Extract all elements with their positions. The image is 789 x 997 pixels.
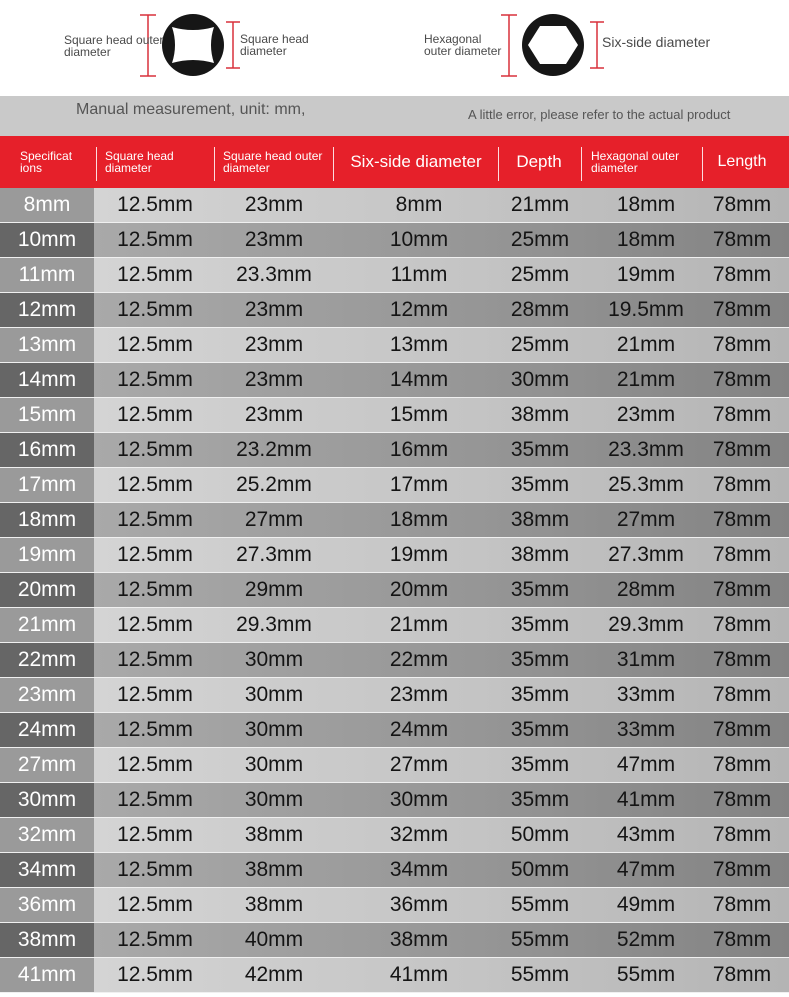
cell-depth: 25mm — [510, 333, 570, 356]
row-values — [94, 258, 789, 292]
cell-six-side: 30mm — [389, 788, 449, 811]
cell-specification: 17mm — [0, 468, 94, 502]
cell-six-side: 32mm — [389, 823, 449, 846]
cell-length: 78mm — [712, 403, 772, 426]
cell-depth: 25mm — [510, 263, 570, 286]
row-values — [94, 678, 789, 712]
hex-socket-icon — [501, 14, 604, 76]
cell-six-side: 18mm — [389, 508, 449, 531]
cell-six-side: 24mm — [389, 718, 449, 741]
cell-specification: 19mm — [0, 538, 94, 572]
cell-square-head: 12.5mm — [117, 788, 193, 811]
row-values — [94, 643, 789, 677]
cell-depth: 35mm — [510, 718, 570, 741]
cell-six-side: 38mm — [389, 928, 449, 951]
table-row — [0, 748, 789, 783]
cell-hex-outer: 19.5mm — [608, 298, 684, 321]
cell-specification: 8mm — [0, 188, 94, 222]
cell-six-side: 23mm — [389, 683, 449, 706]
row-values — [94, 818, 789, 852]
row-values — [94, 433, 789, 467]
cell-depth: 50mm — [510, 823, 570, 846]
cell-six-side: 8mm — [395, 193, 443, 216]
cell-square-head: 12.5mm — [117, 403, 193, 426]
cell-square-outer: 23mm — [244, 193, 304, 216]
cell-specification: 41mm — [0, 958, 94, 992]
cell-depth: 35mm — [510, 648, 570, 671]
error-note: A little error, please refer to the actual product — [468, 107, 731, 122]
cell-depth: 55mm — [510, 928, 570, 951]
header-label: Square head diameter — [105, 149, 174, 175]
cell-specification: 24mm — [0, 713, 94, 747]
cell-length: 78mm — [712, 753, 772, 776]
cell-square-outer: 23mm — [244, 298, 304, 321]
cell-square-head: 12.5mm — [117, 613, 193, 636]
square-head-label: Square head diameter — [240, 32, 309, 58]
header-six-side — [334, 136, 498, 188]
cell-depth: 38mm — [510, 508, 570, 531]
cell-six-side: 36mm — [389, 893, 449, 916]
cell-specification: 20mm — [0, 573, 94, 607]
cell-specification: 16mm — [0, 433, 94, 467]
cell-square-outer: 25.2mm — [236, 473, 312, 496]
cell-hex-outer: 33mm — [616, 683, 676, 706]
table-row — [0, 328, 789, 363]
cell-six-side: 13mm — [389, 333, 449, 356]
cell-square-head: 12.5mm — [117, 473, 193, 496]
cell-depth: 25mm — [510, 228, 570, 251]
cell-specification: 38mm — [0, 923, 94, 957]
cell-square-outer: 29mm — [244, 578, 304, 601]
cell-square-outer: 27.3mm — [236, 543, 312, 566]
cell-depth: 50mm — [510, 858, 570, 881]
cell-length: 78mm — [712, 963, 772, 986]
header-label: Specifications — [20, 149, 73, 175]
cell-length: 78mm — [712, 368, 772, 391]
cell-six-side: 22mm — [389, 648, 449, 671]
cell-hex-outer: 27mm — [616, 508, 676, 531]
cell-six-side: 11mm — [390, 263, 448, 286]
cell-six-side: 19mm — [389, 543, 449, 566]
cell-specification: 30mm — [0, 783, 94, 817]
cell-length: 78mm — [712, 718, 772, 741]
cell-square-outer: 23mm — [244, 403, 304, 426]
cell-six-side: 21mm — [389, 613, 449, 636]
cell-square-head: 12.5mm — [117, 578, 193, 601]
cell-specification: 34mm — [0, 853, 94, 887]
hex-outer-label: Hexagonal outer diameter — [424, 32, 502, 58]
header-divider — [96, 147, 97, 181]
cell-length: 78mm — [712, 543, 772, 566]
cell-six-side: 14mm — [389, 368, 449, 391]
cell-square-head: 12.5mm — [117, 193, 193, 216]
header-label: Square head outer diameter — [223, 149, 323, 175]
cell-six-side: 34mm — [389, 858, 449, 881]
cell-depth: 35mm — [510, 683, 570, 706]
cell-depth: 21mm — [510, 193, 570, 216]
table-row — [0, 853, 789, 888]
cell-specification: 23mm — [0, 678, 94, 712]
cell-square-head: 12.5mm — [117, 753, 193, 776]
cell-hex-outer: 29.3mm — [608, 613, 684, 636]
header-label: Six-side diameter — [350, 152, 482, 171]
table-row — [0, 503, 789, 538]
cell-six-side: 27mm — [389, 753, 449, 776]
cell-depth: 35mm — [510, 613, 570, 636]
cell-square-outer: 30mm — [244, 683, 304, 706]
table-row — [0, 363, 789, 398]
header-specifications — [20, 136, 92, 188]
cell-square-outer: 23mm — [244, 228, 304, 251]
cell-six-side: 20mm — [389, 578, 449, 601]
cell-length: 78mm — [712, 928, 772, 951]
header-depth — [499, 136, 579, 188]
cell-hex-outer: 28mm — [616, 578, 676, 601]
row-values — [94, 468, 789, 502]
cell-length: 78mm — [712, 788, 772, 811]
cell-hex-outer: 49mm — [616, 893, 676, 916]
cell-square-outer: 27mm — [244, 508, 304, 531]
cell-square-outer: 38mm — [244, 858, 304, 881]
row-values — [94, 748, 789, 782]
cell-length: 78mm — [712, 823, 772, 846]
cell-square-head: 12.5mm — [117, 368, 193, 391]
table-row — [0, 538, 789, 573]
header-square-outer — [223, 136, 329, 188]
cell-depth: 35mm — [510, 473, 570, 496]
cell-square-head: 12.5mm — [117, 648, 193, 671]
cell-hex-outer: 52mm — [616, 928, 676, 951]
cell-six-side: 41mm — [389, 963, 449, 986]
cell-specification: 11mm — [0, 258, 94, 292]
cell-hex-outer: 23mm — [616, 403, 676, 426]
cell-hex-outer: 41mm — [616, 788, 676, 811]
cell-square-head: 12.5mm — [117, 543, 193, 566]
row-values — [94, 608, 789, 642]
cell-length: 78mm — [712, 263, 772, 286]
cell-depth: 38mm — [510, 543, 570, 566]
cell-depth: 35mm — [510, 788, 570, 811]
table-row — [0, 398, 789, 433]
cell-depth: 55mm — [510, 893, 570, 916]
row-values — [94, 503, 789, 537]
table-row — [0, 888, 789, 923]
cell-square-head: 12.5mm — [117, 333, 193, 356]
table-row — [0, 293, 789, 328]
cell-specification: 22mm — [0, 643, 94, 677]
cell-hex-outer: 43mm — [616, 823, 676, 846]
cell-hex-outer: 55mm — [616, 963, 676, 986]
table-row — [0, 783, 789, 818]
header-label: Depth — [516, 152, 562, 171]
cell-six-side: 17mm — [389, 473, 449, 496]
cell-specification: 36mm — [0, 888, 94, 922]
row-values — [94, 958, 789, 992]
cell-square-outer: 40mm — [244, 928, 304, 951]
cell-square-head: 12.5mm — [117, 298, 193, 321]
cell-depth: 55mm — [510, 963, 570, 986]
table-row — [0, 573, 789, 608]
cell-square-head: 12.5mm — [117, 228, 193, 251]
row-values — [94, 853, 789, 887]
row-values — [94, 188, 789, 222]
table-row — [0, 958, 789, 993]
cell-specification: 10mm — [0, 223, 94, 257]
cell-hex-outer: 21mm — [616, 368, 676, 391]
cell-six-side: 12mm — [389, 298, 449, 321]
row-values — [94, 293, 789, 327]
table-row — [0, 468, 789, 503]
dimension-diagram — [0, 0, 789, 96]
cell-square-outer: 30mm — [244, 648, 304, 671]
row-values — [94, 328, 789, 362]
cell-six-side: 10mm — [389, 228, 449, 251]
cell-square-head: 12.5mm — [117, 963, 193, 986]
cell-square-outer: 23mm — [244, 368, 304, 391]
header-divider — [214, 147, 215, 181]
cell-square-outer: 42mm — [244, 963, 304, 986]
cell-square-head: 12.5mm — [117, 438, 193, 461]
cell-length: 78mm — [712, 333, 772, 356]
table-row — [0, 713, 789, 748]
cell-specification: 15mm — [0, 398, 94, 432]
spec-table-body — [0, 188, 789, 993]
row-values — [94, 223, 789, 257]
cell-specification: 18mm — [0, 503, 94, 537]
cell-square-head: 12.5mm — [117, 683, 193, 706]
cell-hex-outer: 19mm — [616, 263, 676, 286]
cell-depth: 28mm — [510, 298, 570, 321]
cell-length: 78mm — [712, 228, 772, 251]
table-row — [0, 433, 789, 468]
cell-length: 78mm — [712, 578, 772, 601]
cell-specification: 21mm — [0, 608, 94, 642]
cell-square-outer: 23.2mm — [236, 438, 312, 461]
cell-square-outer: 30mm — [244, 718, 304, 741]
cell-hex-outer: 27.3mm — [608, 543, 684, 566]
cell-length: 78mm — [712, 193, 772, 216]
row-values — [94, 923, 789, 957]
row-values — [94, 538, 789, 572]
cell-square-outer: 23mm — [244, 333, 304, 356]
cell-hex-outer: 31mm — [616, 648, 676, 671]
cell-square-head: 12.5mm — [117, 508, 193, 531]
cell-length: 78mm — [712, 613, 772, 636]
row-values — [94, 783, 789, 817]
cell-square-head: 12.5mm — [117, 893, 193, 916]
cell-specification: 14mm — [0, 363, 94, 397]
cell-square-outer: 23.3mm — [236, 263, 312, 286]
cell-square-head: 12.5mm — [117, 263, 193, 286]
cell-hex-outer: 33mm — [616, 718, 676, 741]
cell-square-outer: 38mm — [244, 823, 304, 846]
cell-square-head: 12.5mm — [117, 928, 193, 951]
row-values — [94, 888, 789, 922]
cell-length: 78mm — [712, 648, 772, 671]
cell-specification: 32mm — [0, 818, 94, 852]
cell-hex-outer: 25.3mm — [608, 473, 684, 496]
square-outer-label: Square head outer diameter — [64, 33, 164, 59]
cell-square-head: 12.5mm — [117, 858, 193, 881]
cell-square-outer: 29.3mm — [236, 613, 312, 636]
table-row — [0, 608, 789, 643]
table-row — [0, 188, 789, 223]
row-values — [94, 713, 789, 747]
header-length — [703, 136, 781, 188]
cell-depth: 35mm — [510, 753, 570, 776]
cell-hex-outer: 47mm — [616, 753, 676, 776]
cell-six-side: 16mm — [389, 438, 449, 461]
cell-specification: 27mm — [0, 748, 94, 782]
six-side-label: Six-side diameter — [602, 34, 711, 50]
header-square-head — [105, 136, 205, 188]
row-divider — [0, 992, 789, 993]
cell-length: 78mm — [712, 893, 772, 916]
table-row — [0, 678, 789, 713]
cell-six-side: 15mm — [389, 403, 449, 426]
table-row — [0, 923, 789, 958]
table-row — [0, 818, 789, 853]
cell-hex-outer: 23.3mm — [608, 438, 684, 461]
table-row — [0, 643, 789, 678]
cell-square-head: 12.5mm — [117, 823, 193, 846]
header-divider — [581, 147, 582, 181]
header-label: Length — [717, 153, 767, 170]
cell-depth: 35mm — [510, 578, 570, 601]
cell-hex-outer: 21mm — [616, 333, 676, 356]
cell-length: 78mm — [712, 683, 772, 706]
row-values — [94, 363, 789, 397]
cell-depth: 30mm — [510, 368, 570, 391]
cell-hex-outer: 47mm — [616, 858, 676, 881]
cell-length: 78mm — [712, 473, 772, 496]
cell-length: 78mm — [712, 508, 772, 531]
header-label: Hexagonal outer diameter — [591, 149, 680, 175]
cell-length: 78mm — [712, 858, 772, 881]
measurement-note: Manual measurement, unit: mm, — [76, 101, 306, 118]
cell-depth: 35mm — [510, 438, 570, 461]
cell-hex-outer: 18mm — [616, 228, 676, 251]
row-values — [94, 398, 789, 432]
row-values — [94, 573, 789, 607]
cell-length: 78mm — [712, 298, 772, 321]
cell-length: 78mm — [712, 438, 772, 461]
cell-depth: 38mm — [510, 403, 570, 426]
cell-specification: 12mm — [0, 293, 94, 327]
cell-square-outer: 30mm — [244, 788, 304, 811]
cell-hex-outer: 18mm — [616, 193, 676, 216]
table-row — [0, 223, 789, 258]
header-hex-outer — [591, 136, 697, 188]
cell-square-outer: 30mm — [244, 753, 304, 776]
table-row — [0, 258, 789, 293]
cell-specification: 13mm — [0, 328, 94, 362]
cell-square-outer: 38mm — [244, 893, 304, 916]
cell-square-head: 12.5mm — [117, 718, 193, 741]
